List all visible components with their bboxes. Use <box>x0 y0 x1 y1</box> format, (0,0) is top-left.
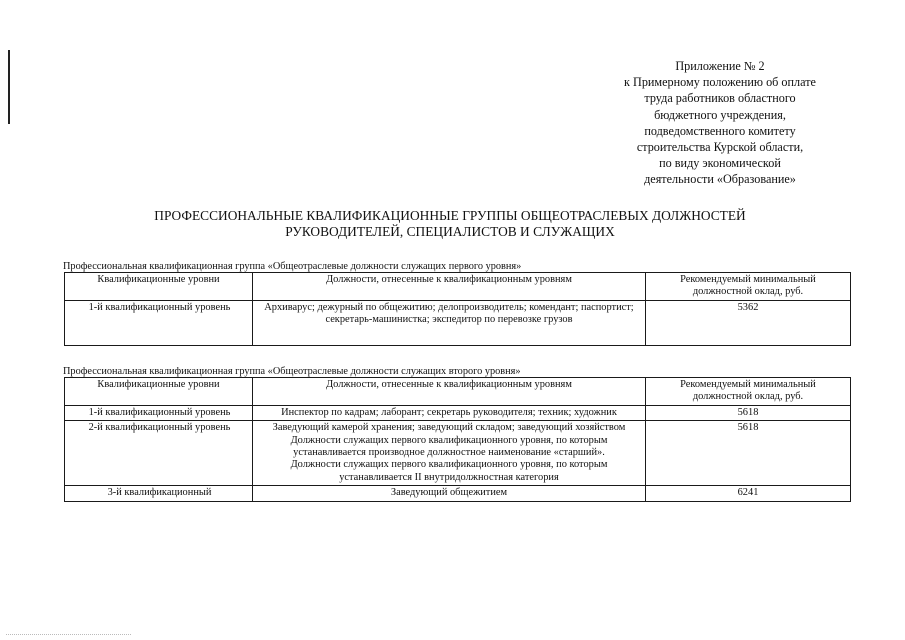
group1-caption: Профессиональная квалификационная группа «Общеотраслевые должности служащих первого уровня» <box>63 261 522 272</box>
appendix-line: подведомственного комитету <box>644 123 796 138</box>
appendix-line: строительства Курской области, <box>636 140 804 155</box>
positions-cell <box>253 421 646 486</box>
level-cell: 2-й квалификационный уровень <box>65 421 253 486</box>
header-salary: Рекомендуемый минимальный должностной оклад, руб. <box>646 378 851 406</box>
header-levels: Квалификационные уровни <box>65 273 253 301</box>
header-positions: Должности, отнесенные к квалификационным уровням <box>253 273 646 301</box>
appendix-line: труда работников областного <box>644 91 796 106</box>
level-cell: 3-й квалификационный <box>65 486 253 501</box>
header-positions: Должности, отнесенные к квалификационным уровням <box>253 378 646 406</box>
salary-cell: 6241 <box>646 486 851 501</box>
positions-cell: Инспектор по кадрам; лаборант; секретарь руководителя; техник; художник <box>253 405 646 420</box>
page-title-line: РУКОВОДИТЕЛЕЙ, СПЕЦИАЛИСТОВ И СЛУЖАЩИХ <box>285 224 615 239</box>
appendix-line: бюджетного учреждения, <box>654 107 786 122</box>
group2-table <box>64 377 851 502</box>
table-row <box>65 421 851 486</box>
positions-paragraph: Заведующий камерой хранения; заведующий складом; заведующий хозяйством <box>272 422 626 434</box>
positions-cell: Заведующий общежитием <box>253 486 646 501</box>
level-cell: 1-й квалификационный уровень <box>65 405 253 420</box>
scan-artifact <box>6 634 131 636</box>
salary-cell: 5362 <box>646 300 851 345</box>
table-row <box>65 486 851 501</box>
appendix-line: к Примерному положению об оплате <box>624 75 816 90</box>
page-title <box>60 208 840 240</box>
scan-edge-mark <box>8 50 10 124</box>
positions-paragraph: Должности служащих первого квалификационного уровня, по которым устанавливается производное должностное наименование «старший». <box>290 434 608 459</box>
appendix-line: деятельности «Образование» <box>644 172 796 187</box>
appendix-note <box>596 58 844 188</box>
positions-cell: Архиварус; дежурный по общежитию; делопроизводитель; комендант; паспортист; секретарь-машинистка; экспедитор по перевозке грузов <box>253 300 646 345</box>
group1-table <box>64 272 851 346</box>
salary-cell: 5618 <box>646 405 851 420</box>
header-salary: Рекомендуемый минимальный должностной оклад, руб. <box>646 273 851 301</box>
appendix-line: Приложение № 2 <box>675 59 765 73</box>
salary-cell: 5618 <box>646 421 851 486</box>
group2-caption: Профессиональная квалификационная группа «Общеотраслевые должности служащих второго уровня» <box>63 366 521 377</box>
header-levels: Квалификационные уровни <box>65 378 253 406</box>
appendix-line: по виду экономической <box>659 156 781 171</box>
positions-paragraph: Должности служащих первого квалификационного уровня, по которым устанавливается II внутридолжностная категория <box>290 459 608 483</box>
table-header-row <box>65 273 851 301</box>
table-row <box>65 405 851 420</box>
level-cell: 1-й квалификационный уровень <box>65 300 253 345</box>
table-header-row <box>65 378 851 406</box>
table-row <box>65 300 851 345</box>
page-title-line: ПРОФЕССИОНАЛЬНЫЕ КВАЛИФИКАЦИОННЫЕ ГРУППЫ ОБЩЕОТРАСЛЕВЫХ ДОЛЖНОСТЕЙ <box>154 208 746 223</box>
